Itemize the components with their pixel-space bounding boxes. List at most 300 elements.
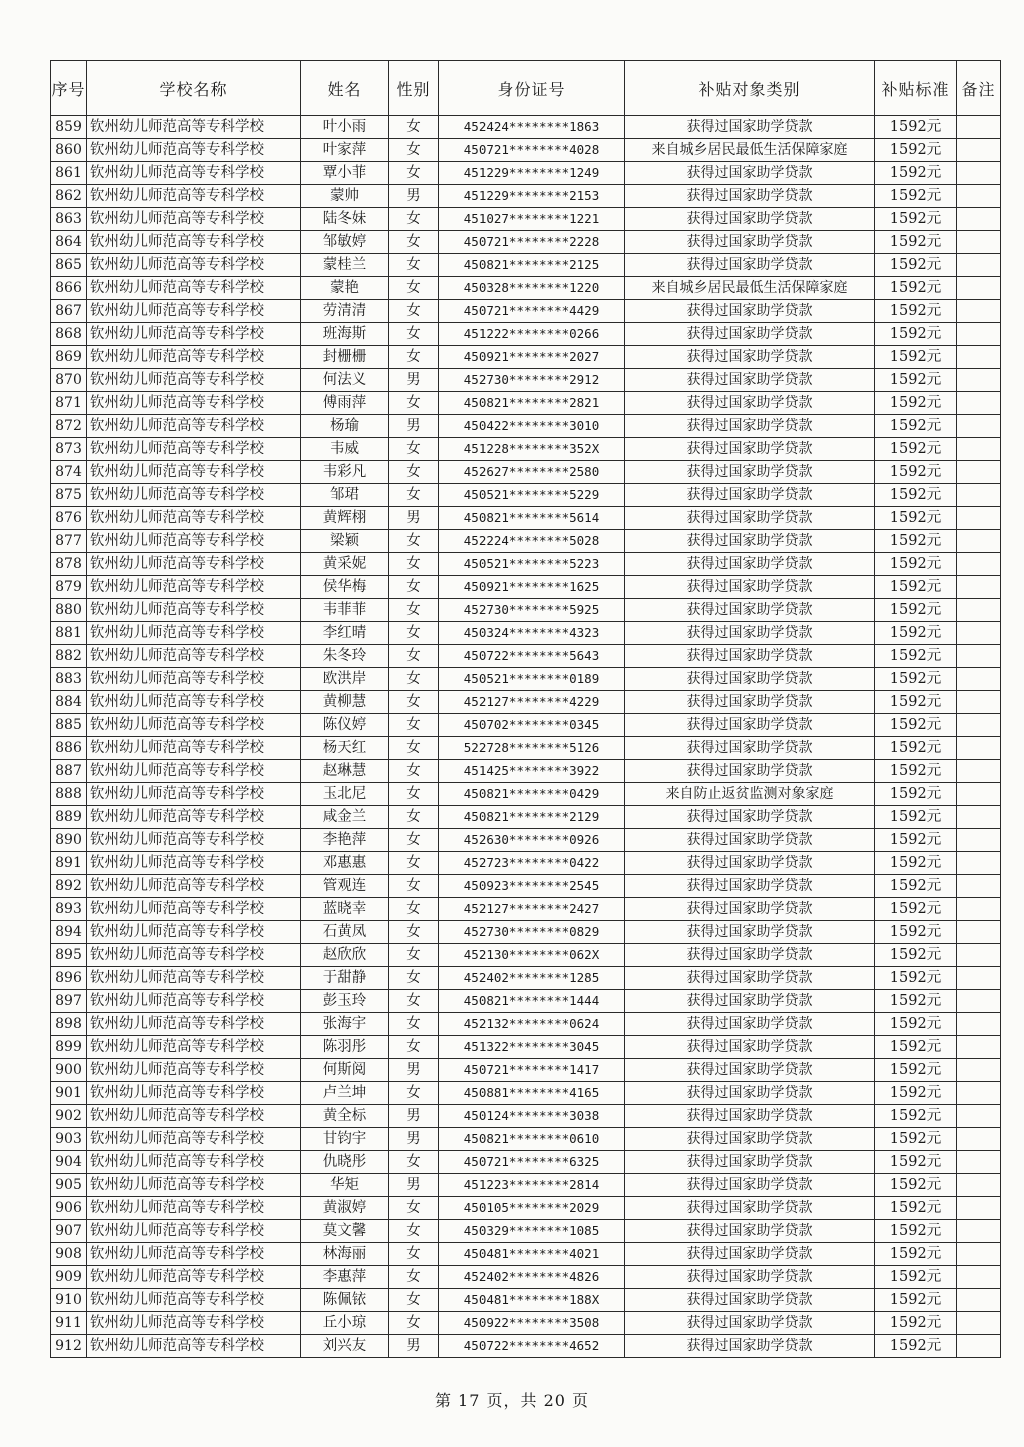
cell-school: 钦州幼儿师范高等专科学校	[87, 599, 301, 622]
table-row	[51, 1335, 1001, 1358]
cell-name: 邓惠惠	[301, 852, 389, 875]
cell-name: 咸金兰	[301, 806, 389, 829]
cell-school: 钦州幼儿师范高等专科学校	[87, 1082, 301, 1105]
cell-id-number: 450521********5223	[439, 553, 625, 576]
cell-standard: 1592元	[875, 323, 957, 346]
cell-gender: 女	[389, 967, 439, 990]
cell-name: 黄柳慧	[301, 691, 389, 714]
cell-category: 获得过国家助学贷款	[625, 553, 875, 576]
cell-standard: 1592元	[875, 1289, 957, 1312]
cell-index: 907	[51, 1220, 87, 1243]
cell-remark	[957, 208, 1001, 231]
cell-category: 获得过国家助学贷款	[625, 1335, 875, 1358]
cell-remark	[957, 1082, 1001, 1105]
cell-school: 钦州幼儿师范高等专科学校	[87, 829, 301, 852]
cell-index: 874	[51, 461, 87, 484]
cell-remark	[957, 668, 1001, 691]
table-row	[51, 1151, 1001, 1174]
cell-id-number: 452730********2912	[439, 369, 625, 392]
cell-index: 877	[51, 530, 87, 553]
cell-id-number: 451425********3922	[439, 760, 625, 783]
table-row	[51, 1197, 1001, 1220]
table-row	[51, 921, 1001, 944]
cell-gender: 女	[389, 1151, 439, 1174]
cell-index: 889	[51, 806, 87, 829]
table-row	[51, 185, 1001, 208]
table-row	[51, 668, 1001, 691]
cell-school: 钦州幼儿师范高等专科学校	[87, 691, 301, 714]
cell-id-number: 450721********6325	[439, 1151, 625, 1174]
cell-name: 叶家萍	[301, 139, 389, 162]
cell-remark	[957, 438, 1001, 461]
table-body	[51, 116, 1001, 1358]
cell-gender: 女	[389, 438, 439, 461]
cell-id-number: 452627********2580	[439, 461, 625, 484]
cell-name: 封栅栅	[301, 346, 389, 369]
cell-standard: 1592元	[875, 162, 957, 185]
cell-id-number: 450722********4652	[439, 1335, 625, 1358]
cell-standard: 1592元	[875, 484, 957, 507]
cell-gender: 女	[389, 553, 439, 576]
cell-category: 获得过国家助学贷款	[625, 1059, 875, 1082]
cell-standard: 1592元	[875, 415, 957, 438]
cell-name: 于甜静	[301, 967, 389, 990]
cell-index: 879	[51, 576, 87, 599]
cell-gender: 男	[389, 1105, 439, 1128]
table-row	[51, 806, 1001, 829]
table-row	[51, 1036, 1001, 1059]
cell-id-number: 450821********5614	[439, 507, 625, 530]
cell-school: 钦州幼儿师范高等专科学校	[87, 737, 301, 760]
cell-id-number: 452132********0624	[439, 1013, 625, 1036]
cell-school: 钦州幼儿师范高等专科学校	[87, 484, 301, 507]
cell-index: 908	[51, 1243, 87, 1266]
cell-index: 866	[51, 277, 87, 300]
table-row	[51, 1220, 1001, 1243]
table-row	[51, 875, 1001, 898]
cell-remark	[957, 783, 1001, 806]
cell-standard: 1592元	[875, 438, 957, 461]
cell-standard: 1592元	[875, 760, 957, 783]
cell-name: 蒙桂兰	[301, 254, 389, 277]
cell-school: 钦州幼儿师范高等专科学校	[87, 1197, 301, 1220]
cell-gender: 女	[389, 599, 439, 622]
cell-index: 905	[51, 1174, 87, 1197]
cell-remark	[957, 875, 1001, 898]
cell-standard: 1592元	[875, 714, 957, 737]
cell-id-number: 450821********2125	[439, 254, 625, 277]
cell-id-number: 522728********5126	[439, 737, 625, 760]
cell-gender: 男	[389, 1059, 439, 1082]
table-row	[51, 599, 1001, 622]
cell-id-number: 451223********2814	[439, 1174, 625, 1197]
cell-standard: 1592元	[875, 875, 957, 898]
cell-remark	[957, 1174, 1001, 1197]
cell-school: 钦州幼儿师范高等专科学校	[87, 1243, 301, 1266]
cell-school: 钦州幼儿师范高等专科学校	[87, 392, 301, 415]
table-row	[51, 277, 1001, 300]
table-row	[51, 438, 1001, 461]
cell-category: 获得过国家助学贷款	[625, 185, 875, 208]
table-row	[51, 760, 1001, 783]
cell-name: 韦菲菲	[301, 599, 389, 622]
cell-remark	[957, 691, 1001, 714]
cell-id-number: 450722********5643	[439, 645, 625, 668]
cell-gender: 女	[389, 737, 439, 760]
cell-remark	[957, 829, 1001, 852]
cell-gender: 女	[389, 990, 439, 1013]
cell-gender: 女	[389, 1220, 439, 1243]
cell-category: 获得过国家助学贷款	[625, 346, 875, 369]
table-row	[51, 944, 1001, 967]
table-row	[51, 898, 1001, 921]
cell-category: 获得过国家助学贷款	[625, 507, 875, 530]
cell-category: 获得过国家助学贷款	[625, 990, 875, 1013]
cell-gender: 女	[389, 760, 439, 783]
cell-name: 梁颖	[301, 530, 389, 553]
cell-standard: 1592元	[875, 1266, 957, 1289]
cell-standard: 1592元	[875, 1082, 957, 1105]
cell-id-number: 452127********4229	[439, 691, 625, 714]
cell-remark	[957, 530, 1001, 553]
cell-id-number: 450721********4429	[439, 300, 625, 323]
cell-gender: 女	[389, 576, 439, 599]
cell-gender: 女	[389, 1036, 439, 1059]
table-row	[51, 1243, 1001, 1266]
cell-category: 获得过国家助学贷款	[625, 898, 875, 921]
cell-gender: 女	[389, 231, 439, 254]
table-row	[51, 139, 1001, 162]
cell-standard: 1592元	[875, 346, 957, 369]
cell-standard: 1592元	[875, 645, 957, 668]
cell-id-number: 450124********3038	[439, 1105, 625, 1128]
cell-name: 韦彩凡	[301, 461, 389, 484]
cell-gender: 女	[389, 783, 439, 806]
cell-remark	[957, 1220, 1001, 1243]
cell-school: 钦州幼儿师范高等专科学校	[87, 553, 301, 576]
cell-name: 赵欣欣	[301, 944, 389, 967]
cell-category: 获得过国家助学贷款	[625, 576, 875, 599]
cell-school: 钦州幼儿师范高等专科学校	[87, 1266, 301, 1289]
cell-remark	[957, 806, 1001, 829]
cell-gender: 女	[389, 1197, 439, 1220]
cell-index: 859	[51, 116, 87, 139]
table-row	[51, 530, 1001, 553]
cell-gender: 女	[389, 714, 439, 737]
cell-school: 钦州幼儿师范高等专科学校	[87, 231, 301, 254]
table-row	[51, 691, 1001, 714]
cell-remark	[957, 484, 1001, 507]
cell-index: 890	[51, 829, 87, 852]
cell-remark	[957, 645, 1001, 668]
cell-remark	[957, 1151, 1001, 1174]
cell-index: 882	[51, 645, 87, 668]
cell-remark	[957, 300, 1001, 323]
cell-id-number: 451229********1249	[439, 162, 625, 185]
cell-standard: 1592元	[875, 507, 957, 530]
cell-category: 获得过国家助学贷款	[625, 944, 875, 967]
cell-remark	[957, 1013, 1001, 1036]
table-row	[51, 323, 1001, 346]
cell-category: 获得过国家助学贷款	[625, 668, 875, 691]
cell-remark	[957, 622, 1001, 645]
table-row	[51, 1174, 1001, 1197]
cell-remark	[957, 1059, 1001, 1082]
cell-index: 865	[51, 254, 87, 277]
cell-school: 钦州幼儿师范高等专科学校	[87, 1312, 301, 1335]
cell-standard: 1592元	[875, 1151, 957, 1174]
cell-index: 868	[51, 323, 87, 346]
cell-gender: 男	[389, 369, 439, 392]
cell-id-number: 450329********1085	[439, 1220, 625, 1243]
cell-id-number: 451027********1221	[439, 208, 625, 231]
cell-index: 883	[51, 668, 87, 691]
cell-category: 获得过国家助学贷款	[625, 1289, 875, 1312]
cell-index: 873	[51, 438, 87, 461]
cell-standard: 1592元	[875, 737, 957, 760]
cell-name: 陈仪婷	[301, 714, 389, 737]
cell-remark	[957, 254, 1001, 277]
cell-school: 钦州幼儿师范高等专科学校	[87, 415, 301, 438]
cell-school: 钦州幼儿师范高等专科学校	[87, 1105, 301, 1128]
cell-gender: 男	[389, 507, 439, 530]
cell-index: 911	[51, 1312, 87, 1335]
cell-standard: 1592元	[875, 990, 957, 1013]
cell-name: 刘兴友	[301, 1335, 389, 1358]
table-row	[51, 369, 1001, 392]
cell-name: 黄辉栩	[301, 507, 389, 530]
cell-id-number: 452723********0422	[439, 852, 625, 875]
cell-index: 887	[51, 760, 87, 783]
cell-id-number: 450721********4028	[439, 139, 625, 162]
cell-index: 909	[51, 1266, 87, 1289]
cell-category: 获得过国家助学贷款	[625, 1266, 875, 1289]
cell-id-number: 450821********0610	[439, 1128, 625, 1151]
cell-index: 870	[51, 369, 87, 392]
cell-category: 获得过国家助学贷款	[625, 254, 875, 277]
cell-standard: 1592元	[875, 1220, 957, 1243]
cell-remark	[957, 277, 1001, 300]
cell-remark	[957, 898, 1001, 921]
cell-standard: 1592元	[875, 277, 957, 300]
cell-name: 何斯阅	[301, 1059, 389, 1082]
cell-gender: 女	[389, 530, 439, 553]
cell-gender: 女	[389, 898, 439, 921]
cell-name: 黄全标	[301, 1105, 389, 1128]
table-row	[51, 553, 1001, 576]
cell-gender: 女	[389, 323, 439, 346]
cell-name: 欧洪岸	[301, 668, 389, 691]
cell-index: 903	[51, 1128, 87, 1151]
cell-index: 896	[51, 967, 87, 990]
cell-name: 蒙帅	[301, 185, 389, 208]
header-id: 身份证号	[439, 61, 625, 116]
cell-id-number: 450324********4323	[439, 622, 625, 645]
cell-name: 邹珺	[301, 484, 389, 507]
cell-remark	[957, 461, 1001, 484]
cell-remark	[957, 1335, 1001, 1358]
cell-category: 获得过国家助学贷款	[625, 484, 875, 507]
cell-name: 班海斯	[301, 323, 389, 346]
cell-name: 甘钧宇	[301, 1128, 389, 1151]
cell-id-number: 450481********188X	[439, 1289, 625, 1312]
cell-school: 钦州幼儿师范高等专科学校	[87, 185, 301, 208]
cell-school: 钦州幼儿师范高等专科学校	[87, 1220, 301, 1243]
cell-index: 867	[51, 300, 87, 323]
cell-index: 901	[51, 1082, 87, 1105]
cell-id-number: 452127********2427	[439, 898, 625, 921]
cell-category: 获得过国家助学贷款	[625, 875, 875, 898]
table-row	[51, 1289, 1001, 1312]
cell-gender: 男	[389, 1128, 439, 1151]
cell-school: 钦州幼儿师范高等专科学校	[87, 875, 301, 898]
cell-name: 邹敏婷	[301, 231, 389, 254]
cell-gender: 女	[389, 622, 439, 645]
cell-name: 张海宇	[301, 1013, 389, 1036]
cell-remark	[957, 185, 1001, 208]
cell-name: 卢兰坤	[301, 1082, 389, 1105]
cell-category: 获得过国家助学贷款	[625, 300, 875, 323]
cell-standard: 1592元	[875, 461, 957, 484]
cell-standard: 1592元	[875, 254, 957, 277]
cell-standard: 1592元	[875, 921, 957, 944]
header-standard: 补贴标准	[875, 61, 957, 116]
cell-id-number: 452224********5028	[439, 530, 625, 553]
cell-gender: 男	[389, 185, 439, 208]
cell-gender: 女	[389, 392, 439, 415]
cell-name: 蒙艳	[301, 277, 389, 300]
cell-category: 获得过国家助学贷款	[625, 829, 875, 852]
cell-name: 杨天红	[301, 737, 389, 760]
cell-id-number: 450821********0429	[439, 783, 625, 806]
cell-standard: 1592元	[875, 668, 957, 691]
cell-gender: 男	[389, 1174, 439, 1197]
cell-school: 钦州幼儿师范高等专科学校	[87, 208, 301, 231]
cell-index: 912	[51, 1335, 87, 1358]
cell-gender: 女	[389, 668, 439, 691]
cell-index: 904	[51, 1151, 87, 1174]
cell-standard: 1592元	[875, 1335, 957, 1358]
cell-gender: 女	[389, 806, 439, 829]
cell-gender: 女	[389, 1266, 439, 1289]
cell-category: 获得过国家助学贷款	[625, 116, 875, 139]
cell-category: 获得过国家助学贷款	[625, 392, 875, 415]
cell-category: 获得过国家助学贷款	[625, 323, 875, 346]
cell-remark	[957, 990, 1001, 1013]
cell-id-number: 450922********3508	[439, 1312, 625, 1335]
cell-id-number: 452424********1863	[439, 116, 625, 139]
cell-remark	[957, 369, 1001, 392]
cell-category: 获得过国家助学贷款	[625, 231, 875, 254]
cell-gender: 女	[389, 645, 439, 668]
cell-index: 875	[51, 484, 87, 507]
cell-standard: 1592元	[875, 116, 957, 139]
cell-school: 钦州幼儿师范高等专科学校	[87, 116, 301, 139]
header-remark: 备注	[957, 61, 1001, 116]
cell-name: 李红晴	[301, 622, 389, 645]
cell-name: 朱冬玲	[301, 645, 389, 668]
cell-remark	[957, 323, 1001, 346]
cell-index: 886	[51, 737, 87, 760]
cell-name: 玉北尼	[301, 783, 389, 806]
cell-category: 获得过国家助学贷款	[625, 737, 875, 760]
cell-gender: 女	[389, 116, 439, 139]
cell-school: 钦州幼儿师范高等专科学校	[87, 277, 301, 300]
cell-remark	[957, 1289, 1001, 1312]
table-row	[51, 737, 1001, 760]
cell-remark	[957, 231, 1001, 254]
table-row	[51, 1059, 1001, 1082]
cell-remark	[957, 599, 1001, 622]
table-row	[51, 346, 1001, 369]
cell-school: 钦州幼儿师范高等专科学校	[87, 760, 301, 783]
cell-remark	[957, 714, 1001, 737]
cell-standard: 1592元	[875, 967, 957, 990]
table-row	[51, 507, 1001, 530]
cell-name: 管观连	[301, 875, 389, 898]
table-row	[51, 714, 1001, 737]
cell-name: 陈羽彤	[301, 1036, 389, 1059]
table-row	[51, 116, 1001, 139]
cell-id-number: 450521********5229	[439, 484, 625, 507]
cell-id-number: 450328********1220	[439, 277, 625, 300]
cell-category: 来自城乡居民最低生活保障家庭	[625, 139, 875, 162]
cell-index: 884	[51, 691, 87, 714]
cell-name: 傅雨萍	[301, 392, 389, 415]
cell-id-number: 452402********4826	[439, 1266, 625, 1289]
table-row	[51, 1105, 1001, 1128]
cell-school: 钦州幼儿师范高等专科学校	[87, 921, 301, 944]
cell-standard: 1592元	[875, 576, 957, 599]
cell-index: 902	[51, 1105, 87, 1128]
cell-category: 获得过国家助学贷款	[625, 1013, 875, 1036]
cell-id-number: 452630********0926	[439, 829, 625, 852]
cell-gender: 女	[389, 852, 439, 875]
cell-category: 获得过国家助学贷款	[625, 1128, 875, 1151]
cell-remark	[957, 392, 1001, 415]
cell-id-number: 450105********2029	[439, 1197, 625, 1220]
cell-standard: 1592元	[875, 1312, 957, 1335]
cell-standard: 1592元	[875, 530, 957, 553]
cell-name: 丘小琼	[301, 1312, 389, 1335]
cell-remark	[957, 852, 1001, 875]
cell-school: 钦州幼儿师范高等专科学校	[87, 1289, 301, 1312]
cell-standard: 1592元	[875, 1059, 957, 1082]
cell-school: 钦州幼儿师范高等专科学校	[87, 944, 301, 967]
cell-category: 获得过国家助学贷款	[625, 1174, 875, 1197]
cell-school: 钦州幼儿师范高等专科学校	[87, 1036, 301, 1059]
table-row	[51, 622, 1001, 645]
cell-category: 获得过国家助学贷款	[625, 461, 875, 484]
cell-school: 钦州幼儿师范高等专科学校	[87, 254, 301, 277]
cell-id-number: 452402********1285	[439, 967, 625, 990]
cell-name: 陈佩铱	[301, 1289, 389, 1312]
cell-school: 钦州幼儿师范高等专科学校	[87, 967, 301, 990]
cell-index: 880	[51, 599, 87, 622]
cell-standard: 1592元	[875, 1013, 957, 1036]
cell-index: 871	[51, 392, 87, 415]
cell-standard: 1592元	[875, 852, 957, 875]
table-header-row	[51, 61, 1001, 116]
cell-name: 李惠萍	[301, 1266, 389, 1289]
cell-standard: 1592元	[875, 1036, 957, 1059]
cell-id-number: 450821********2129	[439, 806, 625, 829]
cell-remark	[957, 507, 1001, 530]
cell-category: 获得过国家助学贷款	[625, 530, 875, 553]
cell-id-number: 450481********4021	[439, 1243, 625, 1266]
cell-index: 894	[51, 921, 87, 944]
cell-gender: 女	[389, 1312, 439, 1335]
